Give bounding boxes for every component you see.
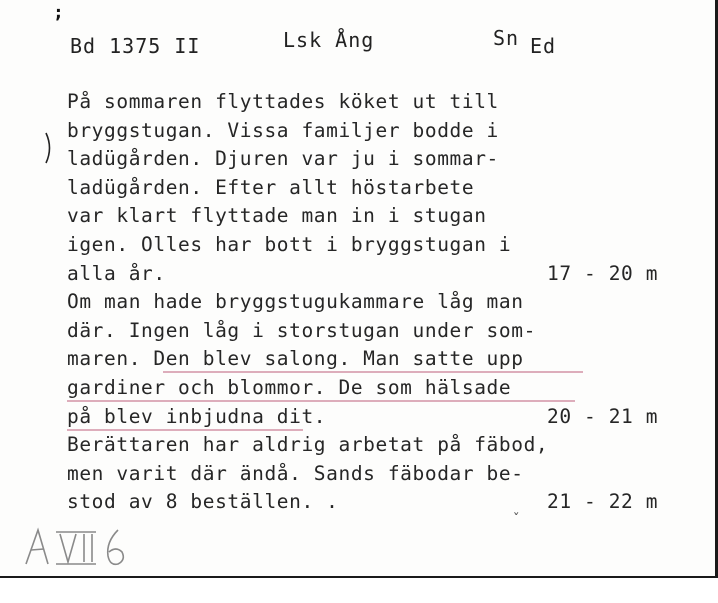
parish-value: Ed bbox=[530, 34, 557, 58]
line-text: maren. Den blev salong. Man satte upp bbox=[67, 347, 524, 371]
transcript-body bbox=[67, 88, 687, 517]
page-reference: 20 - 21 m bbox=[547, 404, 659, 428]
landscape-label: Lsk Ång bbox=[283, 28, 375, 52]
line-text: stod av 8 beställen. . bbox=[67, 490, 339, 514]
line-text: var klart flyttade man in i stugan bbox=[67, 204, 487, 228]
transcript-line bbox=[67, 145, 687, 174]
line-text: ladügården. Djuren var ju i sommar- bbox=[67, 147, 499, 171]
margin-bracket-icon bbox=[44, 131, 54, 165]
transcript-line bbox=[67, 431, 687, 460]
line-text: Berättaren har aldrig arbetat på fäbod, bbox=[67, 433, 549, 457]
transcript-line bbox=[67, 202, 687, 231]
line-text: där. Ingen låg i storstugan under som- bbox=[67, 318, 536, 342]
transcript-line bbox=[67, 345, 687, 374]
line-text: igen. Olles har bott i bryggstugan i bbox=[67, 232, 512, 256]
transcript-line bbox=[67, 288, 687, 317]
stray-mark: ˇ bbox=[512, 512, 521, 528]
transcript-line bbox=[67, 260, 687, 289]
transcript-line bbox=[67, 460, 687, 489]
line-text: ladügården. Efter allt höstarbete bbox=[67, 175, 475, 199]
transcript-line bbox=[67, 317, 687, 346]
line-text: bryggstugan. Vissa familjer bodde i bbox=[67, 118, 499, 142]
transcript-line bbox=[67, 88, 687, 117]
transcript-line bbox=[67, 403, 687, 432]
line-text: alla år. bbox=[67, 261, 166, 285]
line-text: På sommaren flyttades köket ut till bbox=[67, 90, 499, 113]
transcript-line bbox=[67, 117, 687, 146]
line-text: Om man hade bryggstugukammare låg man bbox=[67, 290, 524, 314]
handwritten-shelfmark-icon bbox=[22, 524, 132, 570]
transcript-line bbox=[67, 374, 687, 403]
transcript-line bbox=[67, 174, 687, 203]
line-text: men varit där ändå. Sands fäbodar be- bbox=[67, 461, 524, 485]
line-text: på blev inbjudna dit. bbox=[67, 404, 327, 428]
parish-label: Sn bbox=[493, 26, 520, 50]
transcript-line bbox=[67, 488, 687, 517]
line-text: gardiner och blommor. De som hälsade bbox=[67, 375, 512, 399]
record-id: Bd 1375 II bbox=[70, 34, 201, 58]
page-reference: 17 - 20 m bbox=[547, 261, 659, 285]
transcript-line bbox=[67, 231, 687, 260]
page-reference: 21 - 22 m bbox=[547, 490, 659, 514]
punch-mark: ; bbox=[53, 2, 64, 23]
